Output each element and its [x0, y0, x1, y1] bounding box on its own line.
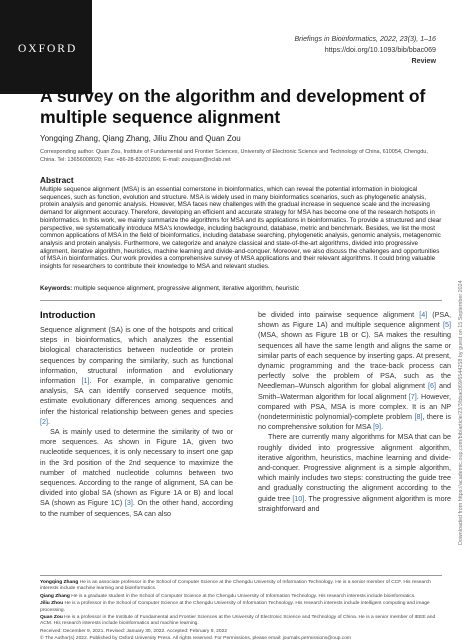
oxford-logo[interactable]	[0, 0, 92, 94]
right-column	[258, 310, 451, 514]
author-bio: Qiang Zhang He is a graduate student in the School of Computer Science at the Chengdu University of Information Technology. His research interests include bioinformatics.	[40, 593, 416, 599]
intro-paragraph: be divided into pairwise sequence alignment [4] (PSA, shown as Figure 1A) and multiple sequence alignment [5] (MSA, shown as Figure 1B or C). SA makes the resulting sequences all have the same length and aligns the same or similar parts of each sequence by inserting gaps. At present, dynamic programming and the trace-back process can perfectly solve the problem of PSA, such as the Needleman–Wunsch algorithm for global alignment [6] and Smith–Waterman algorithm for local alignment [7]. However, compared with PSA, MSA is more complex. It is an NP (nondeterministic polynomial)-complete problem [8], there is no comprehensive solution for MSA [9].	[258, 310, 451, 432]
keywords	[40, 285, 442, 292]
citation-link[interactable]: [9]	[373, 422, 382, 432]
citation-link[interactable]: [5]	[443, 320, 451, 330]
author-list: Yongqing Zhang, Qiang Zhang, Jiliu Zhou and Quan Zou	[40, 134, 241, 143]
citation-link[interactable]: [8]	[414, 412, 423, 422]
citation-link[interactable]: [2]	[40, 416, 48, 426]
keywords-label: Keywords:	[40, 285, 73, 292]
citation-link[interactable]: [7]	[408, 391, 417, 401]
author-bios	[40, 580, 442, 644]
intro-paragraph: There are currently many algorithms for MSA that can be roughly divided into progressive alignment algorithm, iterative algorithm, heuristics, machine learning and divide-and-conquer. Progressive alignment is a simple algorithm, which mainly includes two steps: constructing the guide tree and gradually constructing the alignment according to the guide tree [10]. The progressive alignment algorithm is more straightforward and	[258, 432, 451, 513]
correspondence-note: Corresponding author. Quan Zou, Institute of Fundamental and Frontier Sciences, University of Electronic Science and Technology of China, 610054, Chengdu, China. Tel: 13656008020; Fax: +86-28-83201896; E-mail: zouquan@nclab.net	[40, 149, 428, 163]
logo-text: OXFORD	[18, 43, 78, 55]
author-bio: Yongqing Zhang He is an associate professor in the School of Computer Science at the Chengdu University of Information Technology. He is a senior member of CCF. His research interests include machine learning and bioinformatics.	[40, 580, 431, 592]
article-title: A survey on the algorithm and development of multiple sequence alignment	[40, 86, 426, 127]
article-type: Review	[411, 57, 436, 65]
download-watermark: Downloaded from https://academic.oup.com/bib/article/23/3/bbac069/6544258 by guest on 15 September 2024	[458, 280, 464, 545]
author-bio: Jiliu Zhou He is a professor in the School of Computer Science at the Chengdu University of Information Technology. His research interests include intelligent computing and image processing.	[40, 601, 430, 613]
citation-link[interactable]: [3]	[124, 498, 133, 508]
journal-citation: Briefings in Bioinformatics, 2022, 23(3), 1–16	[294, 35, 436, 43]
author-bio: Quan Zou He is a professor in the Institute of Fundamental and Frontier Sciences at the University of Electronic Science and Technology of China. He is a senior member of IEEE and ACM. His research interests include bioinformatics and machine learning.	[40, 615, 436, 627]
citation-link[interactable]: [1]	[81, 376, 90, 386]
journal-header	[294, 34, 436, 67]
intro-paragraph: SA is mainly used to determine the similarity of two or more sequences. As shown in Figure 1A, given two nucleotide sequences, it is only necessary to insert one gap in the 3rd position of the 2nd sequence to maximize the number of matched nucleotide columns between two sequences. According to the range of alignment, SA can be divided into global SA (shown as Figure 1A or B) and local SA (shown as Figure 1C) [3]. On the other hand, according to the number of sequences, SA can also	[40, 427, 233, 518]
left-column	[40, 325, 233, 519]
footnote-divider	[40, 575, 442, 576]
keywords-list: multiple sequence alignment, progressive alignment, iterative algorithm, heuristic	[73, 285, 300, 292]
citation-link[interactable]: [10]	[292, 493, 305, 503]
section-divider	[40, 300, 442, 301]
abstract-heading: Abstract	[40, 175, 74, 185]
intro-paragraph: Sequence alignment (SA) is one of the hotspots and critical steps in bioinformatics, which analyzes the essential biological characteristics between nucleotide or protein sequences by comparing the similarity, such as functional information, structural information and evolutionary information [1]. For example, in comparative genomic analysis, SA can identify conserved sequence motifs, estimate evolutionary differences among sequences and infer the historical relationship between genes and species [2].	[40, 325, 233, 426]
abstract-text: Multiple sequence alignment (MSA) is an essential cornerstone in bioinformatics, which can reveal the potential information in biological sequences, such as function, evolution and structure. MSA is widely used in many bioinformatics scenarios, such as phylogenetic analysis, protein analysis and genomic analysis. However, MSA faces new challenges with the gradual increase in sequence scale and the increasing demand for alignment accuracy. Therefore, developing an efficient and accurate strategy for MSA has become one of the research hotspots in bioinformatics. In this work, we mainly summarize the algorithms for MSA and its applications in bioinformatics. To provide a structured and clear perspective, we systematically introduce MSA's knowledge, including background, database, metric and benchmark. Besides, we list the most common applications of MSA in the field of bioinformatics, including database searching, phylogenetic analysis, genomic analysis, metagenomic analysis and protein analysis. Furthermore, we categorize and analyze classical and state-of-the-art algorithms, divided into progressive alignment, iterative algorithm, heuristics, machine learning and divide-and-conquer. Moreover, we also discuss the challenges and opportunities of MSA in bioinformatics. Our work provides a comprehensive survey of MSA applications and their relevant algorithms. It could bring valuable insights for researchers to contribute their knowledge to MSA and relevant studies.	[40, 186, 442, 271]
introduction-heading: Introduction	[40, 310, 96, 321]
citation-link[interactable]: [4]	[419, 310, 428, 319]
copyright-notice: © The Author(s) 2022. Published by Oxford University Press. All rights reserved. For Permissions, please email: journals.permissions@oup.com	[40, 636, 352, 642]
citation-link[interactable]: [6]	[427, 381, 436, 391]
article-dates: Received: December 9, 2021. Revised: January 30, 2022. Accepted: February 9, 2022	[40, 628, 228, 634]
doi-link[interactable]: https://doi.org/10.1093/bib/bbac069	[324, 46, 436, 54]
